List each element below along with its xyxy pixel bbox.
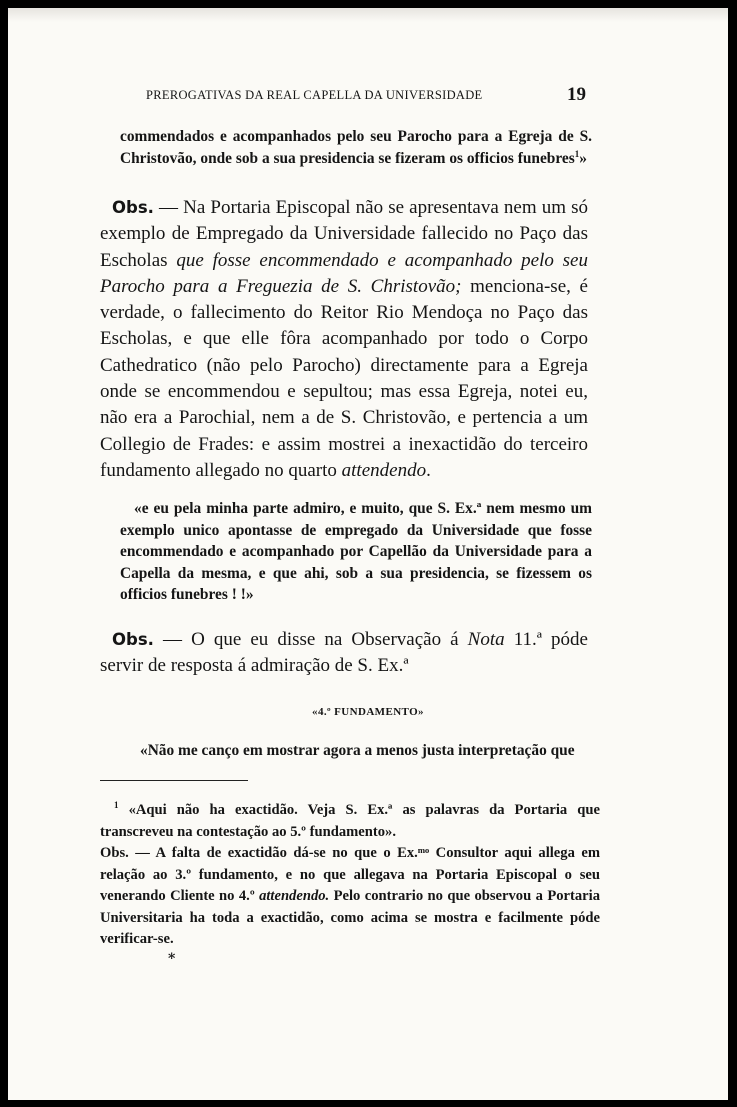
quote-1-close: »	[579, 149, 587, 167]
footnote-obs-label: Obs.	[100, 845, 129, 861]
quote-2-text: «e eu pela minha parte admiro, e muito, que S. Ex.ª nem mesmo um exemplo unico apontasse de empregado da Universidade que fosse encommendado e acompanhado por Capellão da Universidade para a Capella da mesma, e que ahi, sob a sua presidencia, se fizessem os officios funebres ! !»	[120, 500, 592, 603]
footnote-rule	[100, 780, 248, 781]
obs-label: Obs.	[112, 630, 154, 649]
footnote-obs-text-b: Pelo contrario no que observou a Portaria Universitaria ha toda a exactidão, como acima se mostra e facilmente póde verificar-se.	[100, 888, 600, 947]
running-head-title: PREROGATIVAS DA REAL CAPELLA DA UNIVERSIDADE	[146, 88, 483, 102]
footnote-1-marker: 1	[114, 800, 119, 811]
page-number: 19	[567, 84, 586, 105]
footnote-obs	[100, 843, 600, 951]
end-mark: *	[168, 951, 176, 967]
obs-label: Obs.	[112, 198, 154, 217]
footnote-obs-italic: attendendo.	[259, 888, 330, 904]
para-1-italic-b: attendendo	[341, 459, 427, 481]
footnote-ref: 1	[574, 148, 580, 159]
quote-block-1	[120, 126, 592, 169]
footnote-1-text: «Aqui não ha exactidão. Veja S. Ex.ª as palavras da Portaria que transcreveu na contestação ao 5.º fundamento».	[100, 802, 600, 840]
footnote-obs-text-a: — A falta de exactidão dá-se no que o Ex.ᵐᵒ Consultor aqui allega em relação ao 3.º fundamento, e no que allegava na Portaria Episcopal o seu venerando Cliente no 4.º	[100, 845, 600, 904]
running-head	[146, 84, 586, 105]
para-2-text-a: — O que eu disse na Observação á	[153, 629, 468, 650]
observation-paragraph-2	[100, 627, 588, 680]
quote-block-2	[120, 498, 592, 606]
para-1-text-b: menciona-se, é verdade, o fallecimento do Reitor Rio Mendoça no Paço das Escholas, e que elle fôra acompanhado por todo o Corpo Cathedratico (não pelo Parocho) directamente para a Egreja onde se encommendou e sepultou; mas essa Egreja, notei eu, não era a Parochial, nem a de S. Christovão, e pertencia a um Collegio de Frades: e assim mostrei a inexactidão do terceiro fundamento allegado no quarto	[100, 275, 588, 481]
para-2-italic: Nota	[467, 629, 505, 650]
quote-1-text: commendados e acompanhados pelo seu Parocho para a Egreja de S. Christovão, onde sob a sua presidencia se fizeram os officios funebres	[120, 128, 592, 167]
footnote-1	[100, 800, 600, 843]
scan-edge	[8, 8, 728, 22]
footnotes	[100, 800, 600, 951]
body-line: «Não me canço em mostrar agora a menos justa interpretação que	[140, 742, 575, 759]
para-1-text-c: .	[426, 459, 431, 481]
para-1-text-a: — Na Portaria Episcopal não se apresentava nem um só exemplo de Empregado da Universidade fallecido no Paço das Escholas	[100, 197, 588, 271]
para-1-italic-a: que fosse encommendado e acompanhado pelo seu Parocho para a Freguezia de S. Christovão;	[100, 249, 588, 297]
section-heading: «4.º FUNDAMENTO»	[312, 706, 424, 718]
observation-paragraph-1	[100, 195, 588, 484]
para-2-text-b: 11.ª póde servir de resposta á admiração de S. Ex.ª	[100, 629, 588, 677]
document-page	[8, 8, 728, 1100]
